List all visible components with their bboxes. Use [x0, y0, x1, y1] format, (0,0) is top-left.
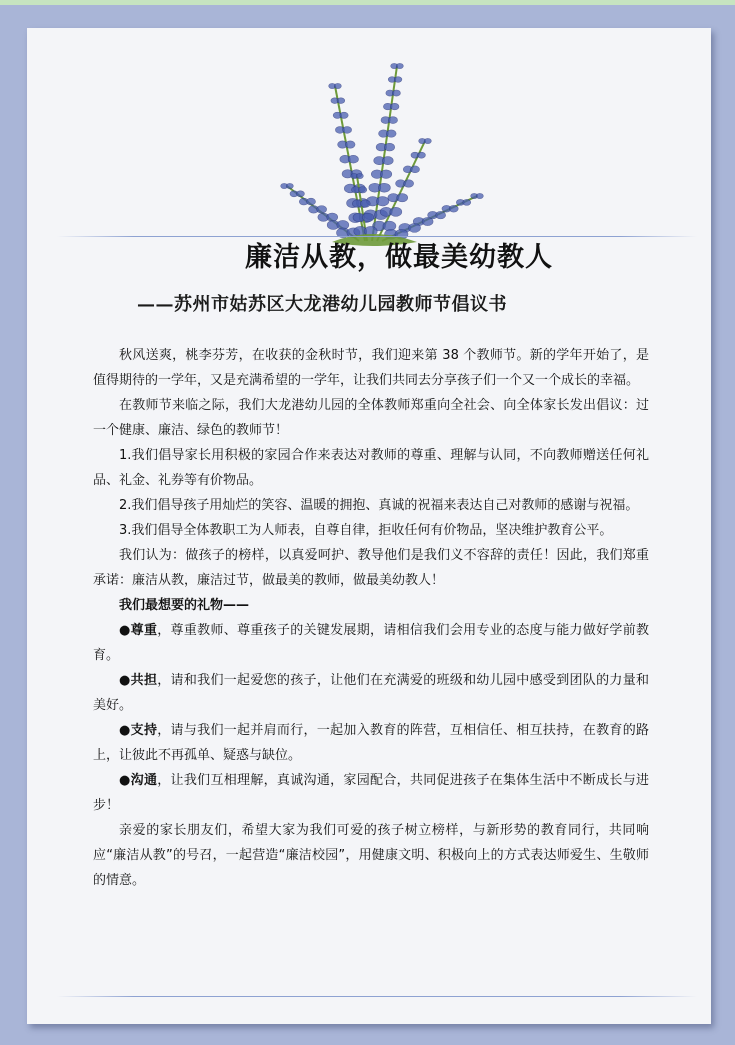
- document-subtitle: ——苏州市姑苏区大龙港幼儿园教师节倡议书: [137, 294, 507, 315]
- paragraph-heading: ●沟通: [119, 773, 158, 788]
- paragraph-text: 1.我们倡导家长用积极的家园合作来表达对教师的尊重、理解与认同，不向教师赠送任何礼品、礼金、礼券等有价物品。: [93, 448, 649, 488]
- paragraph-heading: 我们最想要的礼物——: [119, 598, 250, 613]
- paragraph-text: 3.我们倡导全体教职工为人师表，自尊自律，拒收任何有价物品，坚决维护教育公平。: [119, 523, 613, 538]
- body-paragraph: [93, 768, 649, 818]
- footer-divider: [57, 996, 697, 997]
- paragraph-text: 亲爱的家长朋友们，希望大家为我们可爱的孩子树立榜样，与新形势的教育同行，共同响应“廉洁从教”的号召，一起营造“廉洁校园”，用健康文明、积极向上的方式表达师爱生、生敬师的情意。: [93, 823, 649, 888]
- paragraph-text: 秋风送爽，桃李芬芳，在收获的金秋时节，我们迎来第 38 个教师节。新的学年开始了，是值得期待的一学年，又是充满希望的一学年，让我们共同去分享孩子们一个又一个成长的幸福。: [93, 348, 649, 388]
- body-paragraph: [93, 518, 649, 543]
- paragraph-text: ，请和我们一起爱您的孩子，让他们在充满爱的班级和幼儿园中感受到团队的力量和美好。: [93, 673, 649, 713]
- paragraph-text: ，请与我们一起并肩而行，一起加入教育的阵营，互相信任、相互扶持，在教育的路上，让彼此不再孤单、疑惑与缺位。: [93, 723, 649, 763]
- body-paragraph: [93, 393, 649, 443]
- document-page: [27, 28, 711, 1024]
- body-paragraph: [93, 618, 649, 668]
- paragraph-text: ，尊重教师、尊重孩子的关键发展期，请相信我们会用专业的态度与能力做好学前教育。: [93, 623, 649, 663]
- document-title: 廉洁从教，做最美幼教人: [245, 242, 553, 273]
- paragraph-text: ，让我们互相理解，真诚沟通，家园配合，共同促进孩子在集体生活中不断成长与进步！: [93, 773, 649, 813]
- body-paragraph: [93, 343, 649, 393]
- body-paragraph: [93, 718, 649, 768]
- body-paragraph: [93, 443, 649, 493]
- body-paragraph: [93, 668, 649, 718]
- paragraph-heading: ●共担: [119, 673, 158, 688]
- paragraph-text: 2.我们倡导孩子用灿烂的笑容、温暖的拥抱、真诚的祝福来表达自己对教师的感谢与祝福。: [119, 498, 639, 513]
- top-strip: [0, 0, 735, 5]
- lavender-flower-icon: [247, 46, 497, 256]
- document-body: [93, 343, 649, 893]
- body-paragraph: [93, 493, 649, 518]
- paragraph-heading: ●支持: [119, 723, 158, 738]
- body-paragraph: [93, 593, 649, 618]
- paragraph-text: 在教师节来临之际，我们大龙港幼儿园的全体教师郑重向全社会、向全体家长发出倡议：过一个健康、廉洁、绿色的教师节！: [93, 398, 649, 438]
- body-paragraph: [93, 818, 649, 893]
- body-paragraph: [93, 543, 649, 593]
- paragraph-heading: ●尊重: [119, 623, 158, 638]
- paragraph-text: 我们认为：做孩子的榜样，以真爱呵护、教导他们是我们义不容辞的责任！因此，我们郑重承诺：廉洁从教，廉洁过节，做最美的教师，做最美幼教人！: [93, 548, 649, 588]
